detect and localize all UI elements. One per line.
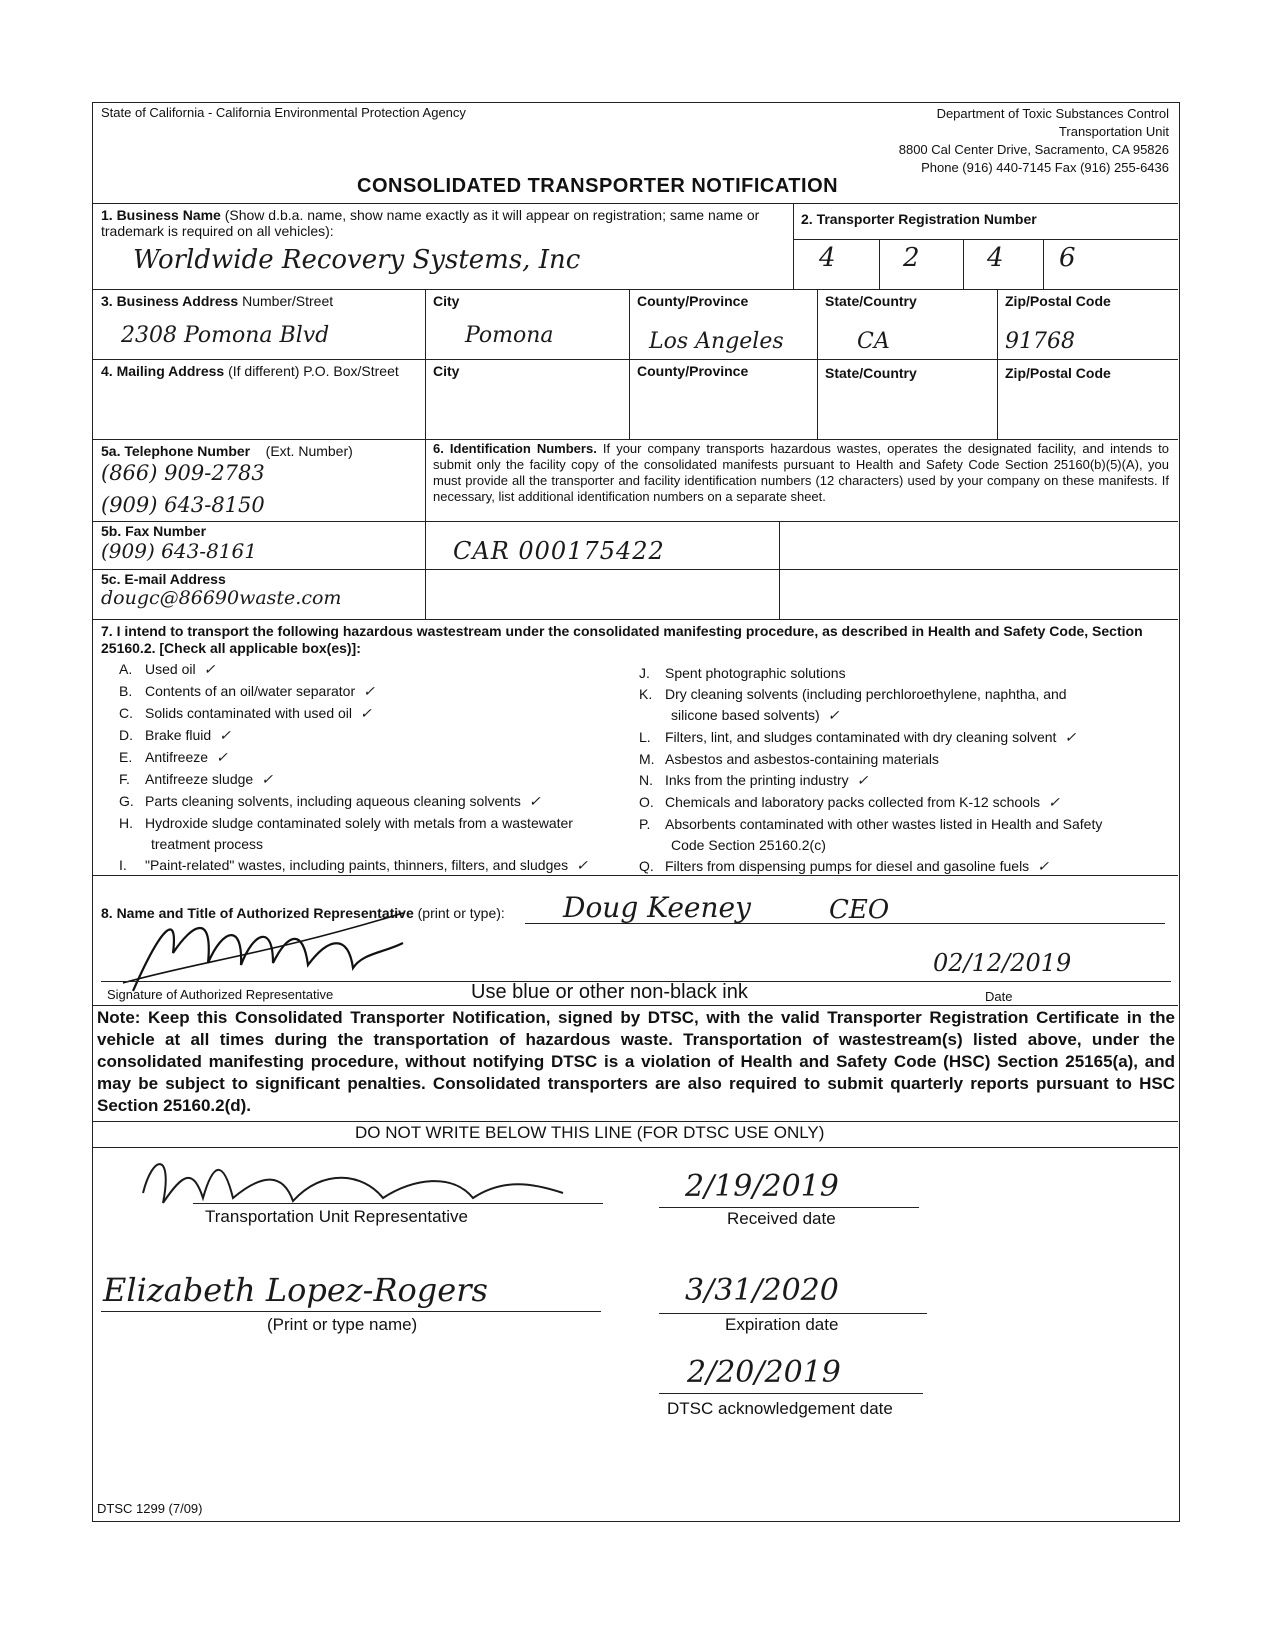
wastestream-letter: F.: [119, 771, 130, 787]
dtsc-representative-name: Elizabeth Lopez-Rogers: [103, 1271, 488, 1309]
mailing-county-label: County/Province: [637, 363, 749, 379]
wastestream-letter: A.: [119, 661, 133, 677]
wastestream-list-right: [639, 663, 1102, 878]
checkmark-icon: ✓: [856, 773, 869, 789]
wastestream-text: Dry cleaning solvents (including perchloroethylene, naphtha, and: [665, 686, 1067, 702]
checkmark-icon: ✓: [576, 858, 588, 874]
business-city-value: Pomona: [465, 323, 554, 348]
reg-digit-3: 4: [987, 243, 1004, 273]
checkmark-icon: ✓: [827, 708, 840, 724]
wastestream-letter: K.: [639, 686, 653, 702]
telephone-value-1: (866) 909-2783: [101, 461, 265, 485]
representative-name: Doug Keeney: [563, 891, 751, 924]
dept-phone: Phone (916) 440-7145 Fax (916) 255-6436: [921, 160, 1169, 175]
mailing-state-label: State/Country: [825, 365, 917, 381]
state-label: State/Country: [825, 293, 917, 309]
reg-digit-1: 4: [819, 243, 836, 273]
ink-instruction: Use blue or other non-black ink: [471, 981, 748, 1003]
wastestream-text: Inks from the printing industry: [665, 772, 849, 788]
business-zip-value: 91768: [1005, 329, 1075, 354]
wastestream-item: [119, 855, 588, 877]
wastestream-text: Antifreeze sludge: [145, 771, 254, 787]
checkmark-icon: ✓: [216, 750, 228, 766]
wastestream-item: [119, 747, 588, 769]
form-number: DTSC 1299 (7/09): [97, 1501, 203, 1516]
wastestream-letter: Q.: [639, 858, 654, 874]
wastestream-letter: I.: [119, 857, 127, 873]
wastestream-text: Asbestos and asbestos-containing materials: [665, 751, 939, 767]
wastestream-item: [639, 727, 1102, 749]
wastestream-letter: B.: [119, 683, 133, 699]
ack-date-label: DTSC acknowledgement date: [667, 1399, 893, 1418]
wastestream-letter: D.: [119, 727, 133, 743]
ack-date-value: 2/20/2019: [687, 1355, 841, 1390]
page-title: CONSOLIDATED TRANSPORTER NOTIFICATION: [357, 175, 839, 197]
wastestream-text: Parts cleaning solvents, including aqueous cleaning solvents: [145, 793, 521, 809]
wastestream-item: [119, 813, 588, 834]
wastestream-text: treatment process: [151, 836, 264, 852]
date-label: Date: [985, 989, 1013, 1004]
transportation-rep-label: Transportation Unit Representative: [205, 1207, 469, 1226]
city-label: City: [433, 293, 460, 309]
wastestream-item: [119, 834, 588, 855]
wastestream-letter: L.: [639, 729, 651, 745]
agency-name: State of California - California Environmental Protection Agency: [101, 105, 466, 120]
wastestream-item: [639, 814, 1102, 835]
dept-name: Department of Toxic Substances Control: [936, 106, 1169, 121]
wastestream-text: Solids contaminated with used oil: [145, 705, 353, 721]
wastestream-text: Spent photographic solutions: [665, 665, 846, 681]
received-date-label: Received date: [727, 1209, 836, 1228]
zip-label: Zip/Postal Code: [1005, 293, 1111, 309]
dept-block: [899, 105, 1169, 177]
fax-value: (909) 643-8161: [101, 539, 257, 563]
checkmark-icon: ✓: [1048, 795, 1060, 811]
business-county-value: Los Angeles: [649, 329, 784, 354]
mailing-city-label: City: [433, 363, 460, 379]
checkmark-icon: ✓: [219, 728, 231, 744]
checkmark-icon: ✓: [363, 684, 375, 700]
checkmark-icon: ✓: [1064, 730, 1077, 746]
wastestream-item: [119, 703, 588, 725]
wastestream-item: [639, 663, 1102, 684]
wastestream-text: Filters from dispensing pumps for diesel and gasoline fuels: [665, 858, 1030, 874]
wastestream-letter: O.: [639, 794, 654, 810]
email-value: dougc@86690waste.com: [101, 587, 342, 609]
wastestream-text: Absorbents contaminated with other wastes listed in Health and Safety: [665, 816, 1103, 832]
representative-title: CEO: [829, 895, 890, 925]
wastestream-item: [639, 749, 1102, 770]
wastestream-letter: H.: [119, 815, 133, 831]
wastestream-text: silicone based solvents): [671, 707, 820, 723]
wastestream-letter: G.: [119, 793, 134, 809]
wastestream-item: [639, 770, 1102, 792]
signature-label: Signature of Authorized Representative: [107, 987, 334, 1002]
business-name-label: 1. Business Name (Show d.b.a. name, show name exactly as it will appear on registration; same name or trademark is required on all vehicles):: [101, 207, 760, 239]
telephone-label: 5a. Telephone Number (Ext. Number): [101, 443, 353, 459]
print-name-label: (Print or type name): [267, 1315, 418, 1334]
wastestream-letter: M.: [639, 751, 655, 767]
wastestream-text: Hydroxide sludge contaminated solely with metals from a wastewater: [145, 815, 573, 831]
expiration-date-value: 3/31/2020: [685, 1273, 839, 1308]
wastestream-list-left: [119, 659, 588, 877]
business-address-label: 3. Business Address Number/Street: [101, 293, 334, 309]
wastestream-text: Chemicals and laboratory packs collected from K-12 schools: [665, 794, 1041, 810]
unit-name: Transportation Unit: [1058, 124, 1169, 139]
wastestream-letter: E.: [119, 749, 133, 765]
mailing-address-label: 4. Mailing Address (If different) P.O. Box/Street: [101, 363, 399, 379]
dept-address: 8800 Cal Center Drive, Sacramento, CA 95826: [898, 142, 1169, 157]
checkmark-icon: ✓: [261, 772, 273, 788]
email-label: 5c. E-mail Address: [101, 571, 226, 587]
business-state-value: CA: [857, 329, 890, 354]
representative-label: 8. Name and Title of Authorized Representative (print or type):: [101, 905, 505, 921]
mailing-zip-label: Zip/Postal Code: [1005, 365, 1111, 381]
business-street-value: 2308 Pomona Blvd: [121, 323, 330, 348]
wastestream-item: [639, 705, 1102, 727]
registration-number-label: 2. Transporter Registration Number: [801, 211, 1037, 227]
identification-instructions: 6. Identification Numbers. If your company transports hazardous wastes, operates the designated facility, and intends to submit only the facility copy of the consolidated manifests pursuant to Health and Safety Code Section 25160(b)(5)(A), you must provide all the transporter and facility identification numbers (12 characters) used by your company on these manifests. If necessary, list additional identification numbers on a separate sheet.: [433, 441, 1169, 504]
identification-number-1: CAR 000175422: [453, 537, 665, 565]
wastestream-text: Used oil: [145, 661, 196, 677]
wastestream-item: [639, 835, 1102, 856]
telephone-value-2: (909) 643-8150: [101, 493, 265, 517]
county-label: County/Province: [637, 293, 749, 309]
wastestream-item: [119, 769, 588, 791]
business-name-value: Worldwide Recovery Systems, Inc: [133, 245, 581, 275]
checkmark-icon: ✓: [360, 706, 372, 722]
wastestream-letter: N.: [639, 772, 653, 788]
checkmark-icon: ✓: [203, 662, 216, 678]
wastestream-text: Contents of an oil/water separator: [145, 683, 356, 699]
wastestream-text: Code Section 25160.2(c): [671, 837, 826, 853]
wastestream-letter: P.: [639, 816, 651, 832]
wastestream-item: [639, 684, 1102, 705]
reg-digit-2: 2: [903, 243, 920, 273]
wastestream-text: Brake fluid: [145, 727, 212, 743]
wastestream-item: [119, 791, 588, 813]
received-date-value: 2/19/2019: [685, 1169, 839, 1204]
wastestream-intro: 7. I intend to transport the following hazardous wastestream under the consolidated manifesting procedure, as described in Health and Safety Code, Section 25160.2. [Check all applicable box(es)]:: [101, 623, 1143, 656]
wastestream-item: [639, 792, 1102, 814]
wastestream-item: [119, 725, 588, 747]
checkmark-icon: ✓: [528, 794, 541, 810]
notification-form: [92, 102, 1180, 1522]
dtsc-only-heading: DO NOT WRITE BELOW THIS LINE (FOR DTSC USE ONLY): [355, 1123, 825, 1142]
expiration-date-label: Expiration date: [725, 1315, 839, 1334]
wastestream-item: [119, 659, 588, 681]
wastestream-text: Filters, lint, and sludges contaminated with dry cleaning solvent: [665, 729, 1057, 745]
reg-digit-4: 6: [1059, 243, 1076, 273]
legal-note: Note: Keep this Consolidated Transporter Notification, signed by DTSC, with the valid Transporter Registration Certificate in the vehicle at all times during the transportation of hazardous waste. Transportation of wastestream(s) listed above, under the consolidated manifesting procedure, without notifying DTSC is a violation of Health and Safety Code (HSC) Section 25165(a), and may be subject to significant penalties. Consolidated transporters are also required to submit quarterly reports pursuant to HSC Section 25160.2(d).: [97, 1008, 1175, 1115]
signature-date: 02/12/2019: [933, 949, 1072, 977]
wastestream-text: Antifreeze: [145, 749, 209, 765]
wastestream-letter: J.: [639, 665, 650, 681]
fax-label: 5b. Fax Number: [101, 523, 207, 539]
wastestream-item: [119, 681, 588, 703]
wastestream-letter: C.: [119, 705, 133, 721]
wastestream-text: "Paint-related" wastes, including paints, thinners, filters, and sludges: [145, 857, 569, 873]
checkmark-icon: ✓: [1037, 859, 1049, 875]
